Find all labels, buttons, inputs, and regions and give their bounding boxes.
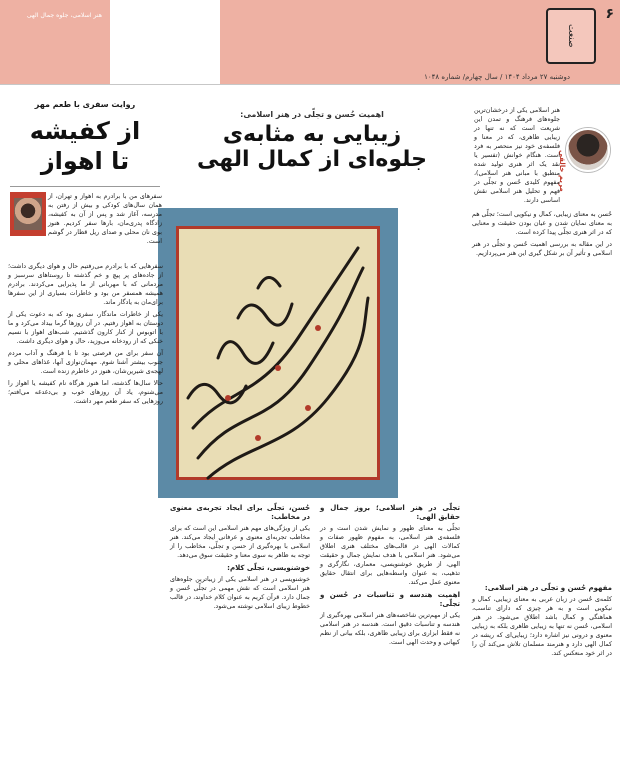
paragraph: در این مقاله به بررسی اهمیت حُسن و تجلّی در هنر اسلامی و تأثیر آن بر شکل گیری این هنر می‌پردازیم. — [472, 241, 612, 257]
page-number: ۶ — [605, 6, 614, 22]
logo-text: صنعت — [566, 24, 576, 48]
left-article-kicker: روایت سفری با طعم مهر — [34, 100, 136, 109]
paragraph: حالا سال‌ها گذشته، اما هنوز هرگاه نام کفیشه یا اهواز را می‌شنوم، یاد آن روزهای خوب و بی‌دغدغه می‌افتم؛ روزهایی که سفر طعم مهر داشت. — [8, 380, 163, 405]
header-divider — [0, 84, 620, 85]
issue-line: دوشنبه ۲۷ مرداد ۱۴۰۴ / سال چهارم/ شماره ۱۰۴۸ — [424, 73, 570, 81]
newspaper-logo — [546, 8, 596, 64]
corner-note-text: هنر اسلامی، جلوه جمال الهی — [26, 12, 102, 19]
paragraph: سفرهای من با برادرم به اهواز و تهران، از همان سال‌های کودکی و بیش از رفتن به مدرسه، آغاز شد و پس از آن به کفیشه، زادگاه پدری‌مان، بارها سفر کردیم. هنوز بوی نان محلی و صدای ریل قطار در گوشم است. — [48, 193, 162, 245]
main-article-col-right — [472, 210, 612, 261]
calligraphy-icon — [158, 208, 398, 498]
main-article-intro — [474, 106, 560, 208]
left-title-line2: تا اهواز — [40, 147, 130, 175]
right-box — [472, 580, 612, 661]
section-heading: تجلّی در هنر اسلامی؛ بروز جمال و حقایق الهی: — [320, 504, 460, 521]
corner-note — [0, 0, 110, 84]
paragraph: حُسن به معنای زیبایی، کمال و نیکویی است؛ تجلّی هم به معنای نمایان شدن و عیان بودن حقیقت و معنایی که در اثر هنری تجلّی پیدا کرده است. — [472, 211, 612, 236]
paragraph: کلمه‌ی حُسن در زبان عربی به معنای زیبایی، کمال و نیکویی است و به هر چیزی که دارای تناسب، هماهنگی و کمال باشد اطلاق می‌شود. در هنر اسلامی، حُسن نه تنها به زیبایی ظاهری بلکه به زیبایی معنوی و درونی نیز اشاره دارد؛ زیبایی‌ای که ریشه در کمال الهی دارد و هنرمند مسلمان تلاش می‌کند آن را در اثر خود منعکس کند. — [472, 596, 612, 657]
intro-paragraph: هنر اسلامی یکی از درخشان‌ترین جلوه‌های فرهنگ و تمدن این شریعت است که نه تنها در زیبایی ظاهری، که در معنا و فلسفه‌ی خود نیز منحصر به فرد است. هنگام خوانش (تفسیر یا نقد یک اثر هنری تولید شده منطبق با مبانی هنر اسلامی)، مفهوم کلیدی حُسن و تجلّی در فهم و تحلیل هنر اسلامی نقش اساسی دارند. — [474, 107, 560, 204]
left-article-intro — [48, 192, 162, 249]
main-article-col-mid1 — [320, 500, 460, 650]
left-divider — [10, 186, 160, 187]
paragraph: یکی از مهم‌ترین شاخصه‌های هنر اسلامی بهره‌گیری از هندسه و تناسبات دقیق است. هندسه در هنر اسلامی نه فقط ابزاری برای زیبایی ظاهری، بلکه بیانی از نظم کیهانی و وحدت الهی است. — [320, 612, 460, 646]
paragraph: یکی از ویژگی‌های مهم هنر اسلامی این است که برای مخاطب تجربه‌ای معنوی و عرفانی ایجاد می‌کند. هنر اسلامی با بهره‌گیری از حسن و تجلّی، مخاطب را از توجه به ظاهر به سوی معنا و حقیقت سوق می‌دهد. — [170, 525, 310, 559]
section-heading: مفهوم حُسن و تجلّی در هنر اسلامی: — [484, 584, 612, 592]
paragraph: یکی از خاطرات ماندگار، سفری بود که به دعوت یکی از دوستان به اهواز رفتیم. در آن روزها گرما بیداد می‌کرد و ما با اتوبوس از کنار کارون گذشتیم. شب‌های اهواز با نسیم خنکی که از رودخانه می‌وزید، حال و هوای دیگری داشت. — [8, 311, 163, 345]
main-article-col-mid2 — [170, 500, 310, 614]
paragraph: آن سفر برای من فرصتی بود تا با فرهنگ و آداب مردم جنوب بیشتر آشنا شوم. مهمان‌نوازی آنها، غذاهای محلی و لهجه‌ی شیرین‌شان، هنوز در خاطرم زنده است. — [8, 350, 163, 375]
left-author-avatar — [14, 198, 42, 230]
left-title-line1: از کفیشه — [29, 117, 141, 145]
author-name: مریم خالقی — [558, 150, 566, 192]
page-header — [0, 0, 620, 98]
left-article-body — [8, 262, 163, 409]
main-title-line2: جلوه‌ای از کمال الهی — [197, 147, 427, 172]
paragraph: سفرهایی که با برادرم می‌رفتیم حال و هوای دیگری داشت؛ از جاده‌های پر پیچ و خم گذشته تا روستاهای سرسبز و مردمانی که با مهربانی از ما پذیرایی می‌کردند. برادرم همیشه همسفر من بود و خاطرات بسیاری از این سفرها برای‌مان به یادگار ماند. — [8, 263, 163, 306]
paragraph: تجلّی به معنای ظهور و نمایش شدن است و در فلسفه‌ی هنر اسلامی، به مفهوم ظهور صفات و کمالات الهی در قالب‌های مختلف هنری اطلاق می‌شود. هنر اسلامی با هدف نمایش جمال و حقیقت الهی، از طریق خوشنویسی، معماری، نگارگری و تذهیب، به عنوان واسطه‌هایی برای انتقال حقایق معنوی عمل می‌کند. — [320, 525, 460, 586]
main-title-line1: زیبایی به مثابه‌ی — [222, 122, 402, 147]
left-article-title — [10, 116, 160, 176]
section-heading: حُسن، تجلّی برای ایجاد تجربه‌ی معنوی در مخاطب: — [170, 504, 310, 521]
section-heading: اهمیت هندسه و تناسبات در حُسن و تجلّی: — [320, 591, 460, 608]
paragraph: خوشنویسی در هنر اسلامی یکی از زیباترین جلوه‌های هنر اسلامی است که نقش مهمی در تجلّی حُسن و جمال دارد. قرآن کریم به عنوان کلام خداوند، در قالب خطوط زیبای اسلامی نوشته می‌شود. — [170, 576, 310, 610]
main-article-kicker: اهمیت حُسن و تجلّی در هنر اسلامی: — [240, 110, 384, 119]
main-article-title — [162, 122, 462, 172]
section-heading: خوشنویسی، تجلّی کلام: — [227, 564, 310, 572]
author-avatar — [566, 128, 610, 172]
calligraphy-artwork — [158, 208, 398, 498]
